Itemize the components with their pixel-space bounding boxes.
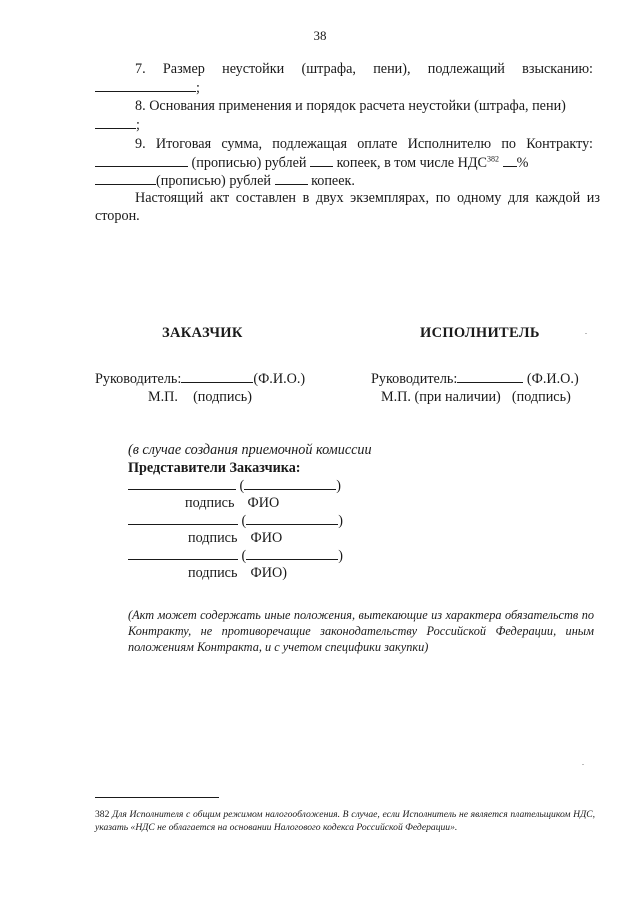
item-8-line-2 [95, 115, 593, 134]
item-8-line-1: 8. Основания применения и порядок расчета неустойки (штрафа, пени) [135, 98, 566, 114]
blank-vat-rate[interactable] [503, 153, 517, 167]
item-9-kopeek-including: копеек, в том числе НДС [336, 155, 488, 171]
commission-member-1-labels [128, 494, 428, 512]
blank-rubles[interactable] [310, 153, 333, 167]
customer-stamp-line [148, 388, 252, 406]
customer-head-label: Руководитель: [95, 371, 182, 387]
contractor-head-signature-field[interactable] [457, 369, 523, 383]
commission-intro: (в случае создания приемочной комиссии [128, 442, 372, 458]
member-3-fio-label: ФИО) [250, 564, 287, 581]
contractor-fio-label: (Ф.И.О.) [526, 371, 579, 387]
footnote-text: Для Исполнителя с общим режимом налогообложения. В случае, если Исполнитель не является плательщиком НДС, указать «НДС не облагается на основании Налогового кодекса Российской Федерации». [95, 809, 596, 833]
contractor-stamp-label: М.П. (при наличии) [381, 389, 501, 405]
act-note: (Акт может содержать иные положения, вытекающие из характера обязательств по Контракту, не противоречащие законодательству Российской Федерации, иным положениям Контракта, и с учетом специфики закупки) [128, 608, 594, 654]
member-2-signature-field[interactable] [128, 511, 238, 525]
member-1-fio-field[interactable] [244, 476, 336, 490]
contractor-head-line [371, 369, 579, 388]
paren-close: ) [336, 478, 342, 494]
paren-open: ( [241, 548, 247, 564]
item-7-line-1: 7. Размер неустойки (штрафа, пени), подлежащий взысканию: [135, 61, 593, 77]
item-9-propisyu: (прописью) рублей [191, 155, 307, 171]
blank-penalty-amount[interactable] [95, 78, 196, 92]
footnote-separator [95, 797, 219, 798]
blank-vat-sum[interactable] [95, 171, 156, 185]
footnote-number: 382 [95, 809, 110, 820]
contractor-heading: ИСПОЛНИТЕЛЬ [420, 325, 540, 341]
page-number: 38 [313, 28, 327, 43]
item-9-line-1: 9. Итоговая сумма, подлежащая оплате Исполнителю по Контракту: [135, 136, 593, 152]
customer-head-line [95, 369, 305, 388]
paren-close: ) [338, 548, 344, 564]
member-3-signature-field[interactable] [128, 546, 238, 560]
footnote [95, 808, 595, 834]
member-3-fio-field[interactable] [246, 546, 338, 560]
footnote-ref: 382 [487, 154, 500, 164]
paren-open: ( [241, 513, 247, 529]
commission-title: Представители Заказчика: [128, 459, 301, 476]
item-7-line-2 [95, 78, 593, 97]
commission-member-3-labels [128, 564, 428, 582]
member-1-sign-label: подпись [185, 494, 235, 511]
blank-total-sum[interactable] [95, 153, 188, 167]
contractor-head-label: Руководитель: [371, 371, 458, 387]
member-2-fio-field[interactable] [246, 511, 338, 525]
customer-head-signature-field[interactable] [181, 369, 253, 383]
member-2-sign-label: подпись [188, 529, 238, 546]
item-7-end: ; [196, 80, 200, 96]
item-9-line-3 [95, 171, 593, 190]
member-3-sign-label: подпись [188, 564, 238, 581]
member-1-signature-field[interactable] [128, 476, 236, 490]
commission-member-2-labels [128, 529, 428, 547]
item-8-end: ; [136, 117, 140, 133]
commission-member-2-line [128, 511, 428, 529]
paren-open: ( [239, 478, 245, 494]
scan-speck [585, 333, 587, 334]
commission-block [128, 441, 428, 581]
customer-fio-label: (Ф.И.О.) [253, 371, 306, 387]
blank-penalty-basis[interactable] [95, 115, 136, 129]
blank-vat-rubles[interactable] [275, 171, 308, 185]
item-9-percent: % [516, 155, 529, 171]
contractor-stamp-line [381, 388, 571, 406]
item-9-propisyu-2: (прописью) рублей [156, 173, 271, 189]
member-2-fio-label: ФИО [250, 529, 283, 546]
paren-close: ) [338, 513, 344, 529]
customer-stamp-label: М.П. [148, 389, 178, 405]
member-1-fio-label: ФИО [247, 494, 280, 511]
customer-signature-label: (подпись) [193, 389, 252, 405]
contractor-signature-label: (подпись) [511, 389, 571, 405]
item-9-kopeek-end: копеек. [311, 173, 355, 189]
commission-member-3-line [128, 546, 428, 564]
commission-member-1-line [128, 476, 428, 494]
customer-heading: ЗАКАЗЧИК [162, 325, 243, 341]
closing-paragraph: Настоящий акт составлен в двух экземплярах, по одному для каждой из сторон. [95, 190, 600, 224]
item-9-line-2 [95, 153, 600, 172]
scan-speck [582, 764, 584, 765]
